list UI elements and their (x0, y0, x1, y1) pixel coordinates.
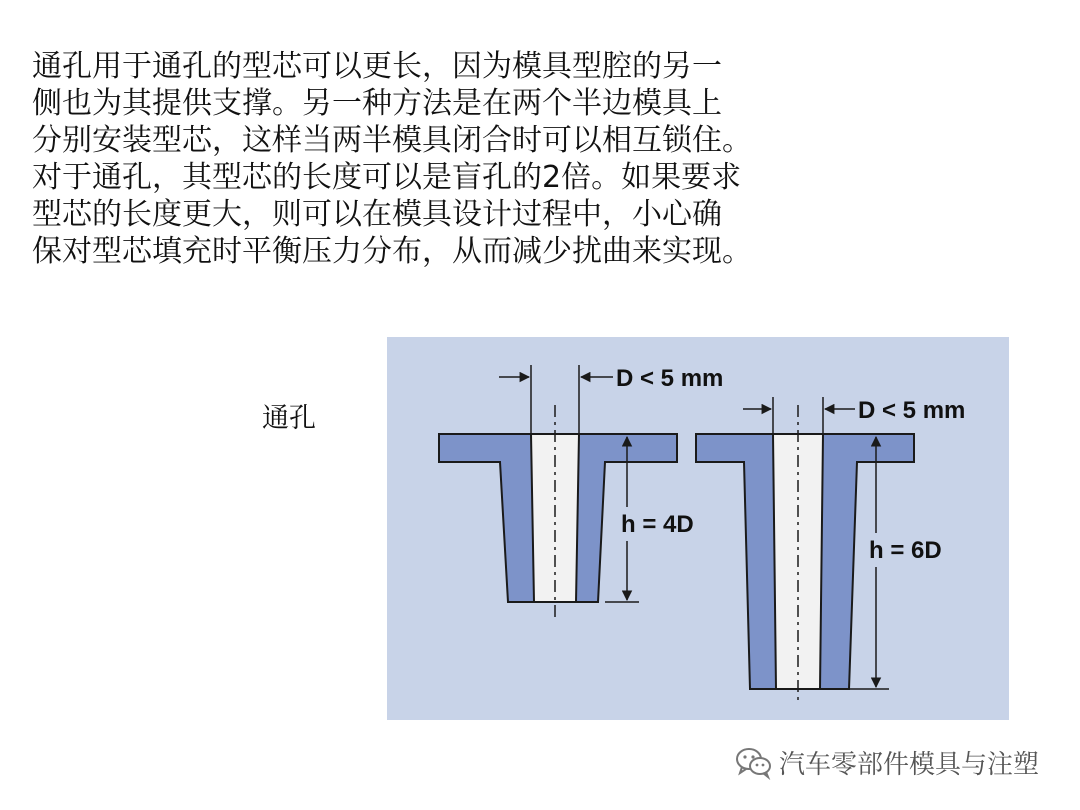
paragraph-line: 保对型芯填充时平衡压力分布，从而减少扰曲来实现。 (32, 234, 752, 269)
body-paragraph (32, 48, 752, 270)
left-height-label: h = 4D (621, 511, 694, 538)
watermark (735, 744, 1039, 781)
right-diameter-label: D < 5 mm (858, 397, 966, 424)
right-height-label: h = 6D (869, 537, 942, 564)
core-length-diagram (387, 337, 1009, 720)
paragraph-line: 型芯的长度更大，则可以在模具设计过程中，小心确 (32, 197, 722, 232)
paragraph-line: 对于通孔，其型芯的长度可以是盲孔的2倍。如果要求 (32, 160, 742, 195)
wechat-icon (735, 746, 773, 780)
paragraph-line: 分别安装型芯，这样当两半模具闭合时可以相互锁住。 (32, 123, 752, 158)
paragraph-line: 侧也为其提供支撑。另一种方法是在两个半边模具上 (32, 86, 722, 121)
paragraph-line: 通孔用于通孔的型芯可以更长，因为模具型腔的另一 (32, 49, 722, 84)
left-diameter-label: D < 5 mm (616, 365, 724, 392)
watermark-text: 汽车零部件模具与注塑 (779, 750, 1040, 780)
through-hole-label: 通孔 (262, 403, 316, 434)
